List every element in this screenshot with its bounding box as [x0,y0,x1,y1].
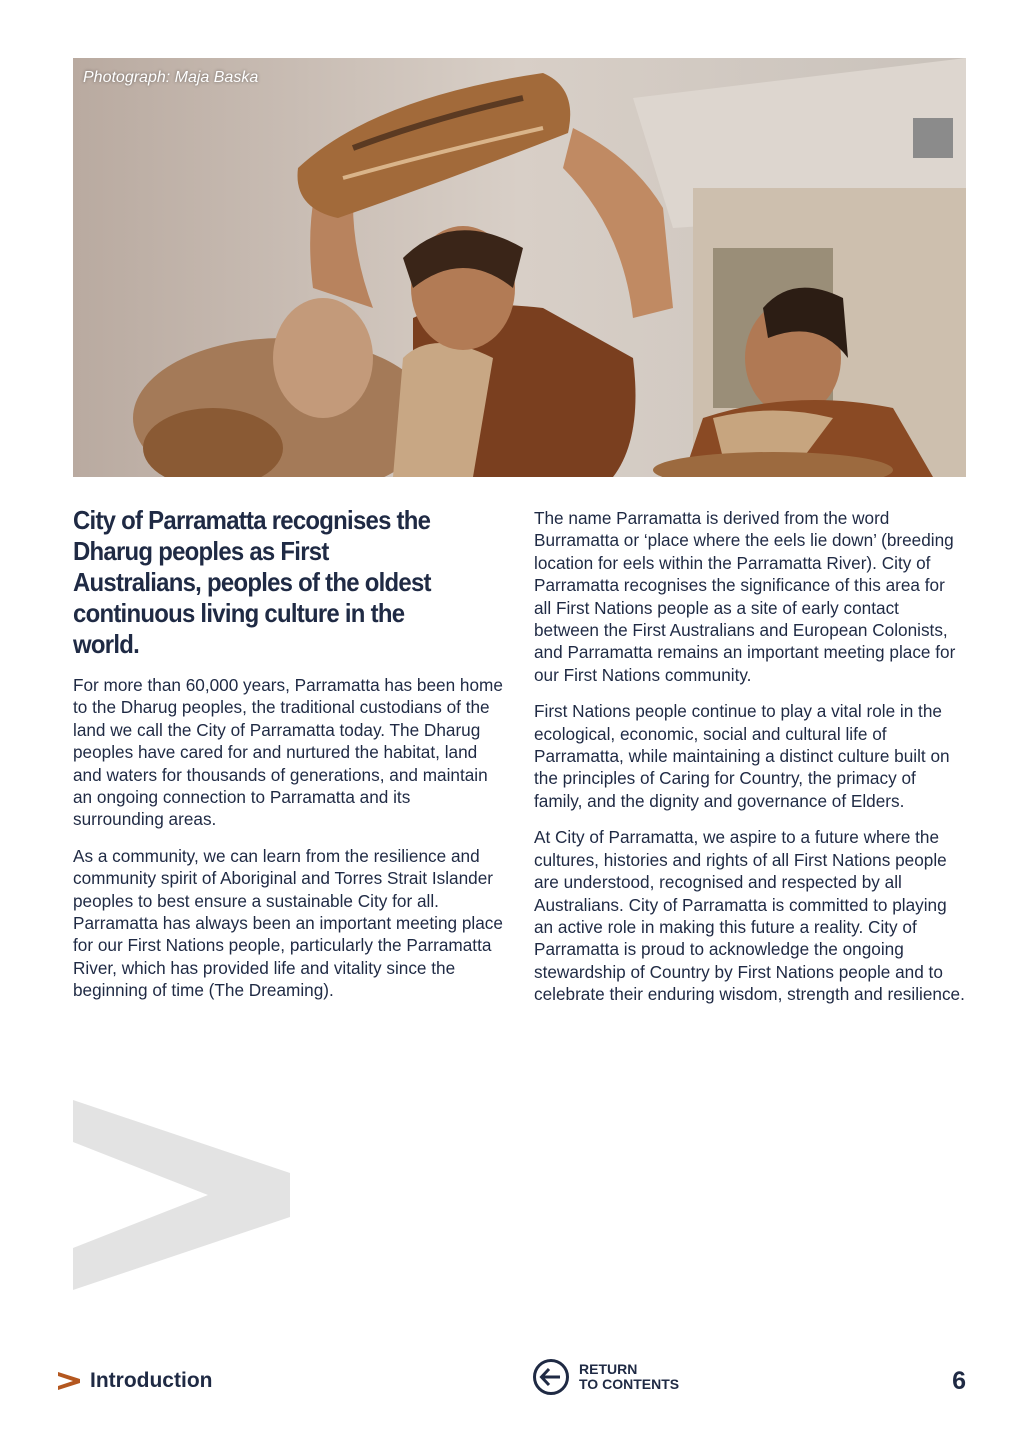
return-to-contents-label [579,1362,679,1392]
return-label-line1: RETURN [579,1361,638,1377]
page-number: 6 [952,1367,966,1395]
section-chevron-icon [58,1372,80,1390]
right-column [534,507,966,1020]
decorative-chevron-icon [73,1100,293,1290]
arrow-left-circle-icon [532,1358,570,1396]
left-paragraph-2: As a community, we can learn from the resilience and community spirit of Aboriginal and Torres Strait Islander peoples to best ensure a sustainable City for all. Parramatta has always been an important meeting place for our First Nations people, particularly the Parramatta River, which has provided life and vitality since the beginning of time (The Dreaming). [73,845,503,1001]
left-column [73,505,505,1016]
return-label-line2: TO CONTENTS [579,1376,680,1392]
page-heading: City of Parramatta recognises the Dharug peoples as First Australians, peoples of the oldest continuous living culture in the world. [73,505,431,659]
photo-credit: Photograph: Maja Baska [83,69,259,86]
photo-illustration [73,58,966,477]
footer-section-indicator [58,1369,212,1393]
right-paragraph-1: The name Parramatta is derived from the word Burramatta or ‘place where the eels lie down’ (breeding location for eels within the Parramatta River). City of Parramatta recognises the significance of this area for all First Nations people as a site of early contact between the First Australians and European Colonists, and Parramatta remains an important meeting place for our First Nations community. [534,508,956,685]
right-paragraph-2: First Nations people continue to play a vital role in the ecological, economic, social and cultural life of Parramatta, while maintaining a distinct culture built on the principles of Caring for Country, the primacy of family, and the dignity and governance of Elders. [534,701,950,811]
hero-photo [73,58,966,477]
footer-section-label: Introduction [90,1369,213,1392]
return-to-contents-link[interactable] [532,1358,679,1396]
left-paragraph-1: For more than 60,000 years, Parramatta has been home to the Dharug peoples, the traditional custodians of the land we call the City of Parramatta today. The Dharug peoples have cared for and nurtured the habitat, land and waters for thousands of generations, and maintain an ongoing connection to Parramatta and its surrounding areas. [73,675,503,830]
right-paragraph-3: At City of Parramatta, we aspire to a future where the cultures, histories and rights of all First Nations people are understood, recognised and respected by all Australians. City of Parramatta is committed to playing an active role in making this future a reality. City of Parramatta is proud to acknowledge the ongoing stewardship of Country by First Nations people and to celebrate their enduring wisdom, strength and resilience. [534,827,965,1005]
